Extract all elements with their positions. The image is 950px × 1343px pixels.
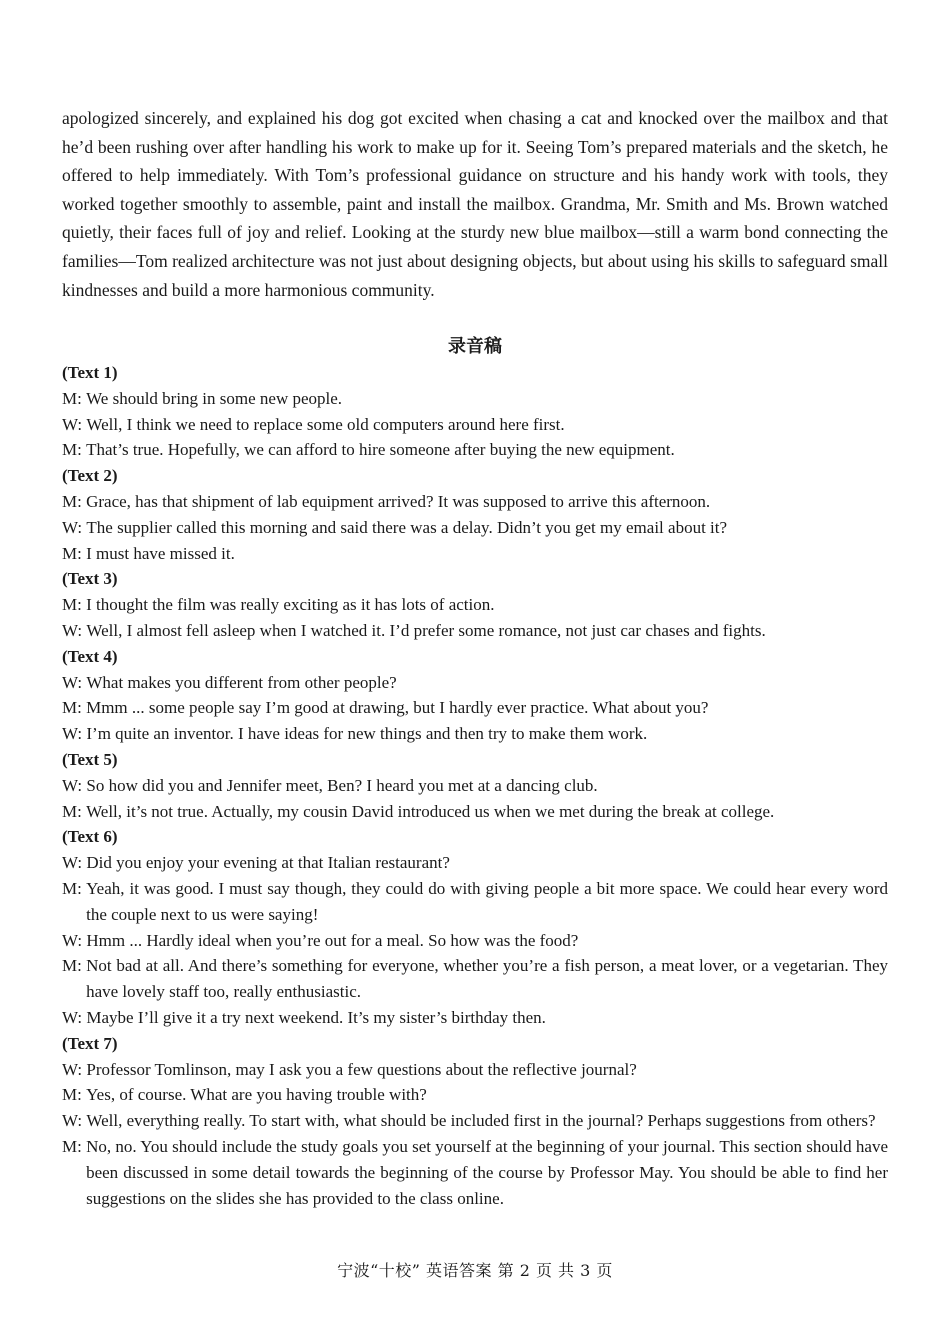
dialogue-line — [62, 489, 888, 515]
dialogue-line — [62, 850, 888, 876]
dialogue-line — [62, 721, 888, 747]
speaker-label: W: — [62, 1111, 83, 1131]
dialogue-line — [62, 541, 888, 567]
utterance-text: Maybe I’ll give it a try next weekend. It’s my sister’s birthday then. — [86, 1007, 546, 1027]
speaker-label: M: — [62, 801, 82, 821]
text-heading: (Text 7) — [62, 1033, 118, 1053]
dialogue-line — [62, 515, 888, 541]
speaker-label: W: — [62, 1059, 83, 1079]
dialogue-line — [62, 1108, 888, 1134]
text-heading: (Text 2) — [62, 466, 118, 486]
speaker-label: W: — [62, 724, 83, 744]
dialogue-line — [62, 1005, 888, 1031]
utterance-text: Did you enjoy your evening at that Italian restaurant? — [86, 853, 450, 873]
speaker-label: W: — [62, 414, 83, 434]
text-heading: (Text 1) — [62, 363, 118, 382]
speaker-label: M: — [62, 956, 82, 976]
dialogue-line — [62, 412, 888, 438]
utterance-text: Mmm ... some people say I’m good at drawing, but I hardly ever practice. What about you? — [86, 698, 709, 718]
speaker-label: M: — [62, 491, 82, 511]
utterance-text: Well, I almost fell asleep when I watched it. I’d prefer some romance, not just car chases and fights. — [86, 620, 766, 640]
dialogue-line — [62, 592, 888, 618]
speaker-label: W: — [62, 517, 83, 537]
transcript — [62, 360, 888, 1211]
utterance-text: We should bring in some new people. — [86, 388, 343, 408]
utterance-text: Grace, has that shipment of lab equipment arrived? It was supposed to arrive this afternoon. — [86, 491, 711, 511]
speaker-label: M: — [62, 440, 82, 460]
utterance-text: Professor Tomlinson, may I ask you a few questions about the reflective journal? — [86, 1059, 637, 1079]
utterance-text: So how did you and Jennifer meet, Ben? I heard you met at a dancing club. — [86, 775, 598, 795]
utterance-text: Well, everything really. To start with, what should be included first in the journal? Perhaps suggestions from others? — [86, 1111, 876, 1131]
speaker-label: M: — [62, 1085, 82, 1105]
dialogue-line — [62, 928, 888, 954]
text-heading: (Text 5) — [62, 749, 118, 769]
speaker-label: M: — [62, 1136, 82, 1156]
speaker-label: W: — [62, 853, 83, 873]
dialogue-line — [62, 386, 888, 412]
dialogue-line — [62, 1082, 888, 1108]
utterance-text: Not bad at all. And there’s something for everyone, whether you’re a fish person, a meat lover, or a vegetarian. They have lovely staff too, really enthusiastic. — [86, 956, 888, 1002]
speaker-label: M: — [62, 595, 82, 615]
text-heading: (Text 3) — [62, 569, 118, 589]
story-paragraph: apologized sincerely, and explained his dog got excited when chasing a cat and knocked over the mailbox and that he’d been rushing over after handling his work to make up for it. Seeing Tom’s prepared materials and the sketch, he offered to help immediately. With Tom’s professional guidance on structure and his handy work with tools, they worked together smoothly to assemble, paint and install the mailbox. Grandma, Mr. Smith and Ms. Brown watched quietly, their faces full of joy and relief. Looking at the sturdy new blue mailbox—still a warm bond connecting the families—Tom realized architecture was not just about designing objects, but about using his skills to safeguard small kindnesses and build a more harmonious community. — [62, 108, 888, 300]
utterance-text: I must have missed it. — [86, 543, 235, 563]
speaker-label: M: — [62, 543, 82, 563]
utterance-text: That’s true. Hopefully, we can afford to hire someone after buying the new equipment. — [86, 440, 675, 460]
utterance-text: Well, I think we need to replace some old computers around here first. — [86, 414, 565, 434]
dialogue-line — [62, 773, 888, 799]
utterance-text: The supplier called this morning and said there was a delay. Didn’t you get my email about it? — [86, 517, 728, 537]
dialogue-line — [62, 670, 888, 696]
utterance-text: Yeah, it was good. I must say though, they could do with giving people a bit more space. We could hear every word the couple next to us were saying! — [86, 878, 888, 924]
section-title: 录音稿 — [448, 336, 502, 357]
dialogue-line — [62, 876, 888, 928]
text-heading: (Text 6) — [62, 827, 118, 847]
speaker-label: W: — [62, 672, 83, 692]
speaker-label: M: — [62, 878, 82, 898]
text-heading: (Text 4) — [62, 646, 118, 666]
speaker-label: M: — [62, 388, 82, 408]
dialogue-line — [62, 695, 888, 721]
utterance-text: No, no. You should include the study goals you set yourself at the beginning of your journal. This section should have been discussed in some detail towards the beginning of the course by Professor May. You should be able to find her suggestions on the slides she has provided to the class online. — [86, 1136, 888, 1208]
dialogue-line — [62, 1134, 888, 1211]
speaker-label: W: — [62, 1007, 83, 1027]
dialogue-line — [62, 437, 888, 463]
dialogue-line — [62, 953, 888, 1005]
page-footer: 宁波“十校” 英语答案 第 2 页 共 3 页 — [337, 1261, 613, 1280]
dialogue-line — [62, 799, 888, 825]
utterance-text: I thought the film was really exciting as it has lots of action. — [86, 595, 495, 615]
speaker-label: W: — [62, 930, 83, 950]
utterance-text: Yes, of course. What are you having trouble with? — [86, 1085, 427, 1105]
speaker-label: M: — [62, 698, 82, 718]
utterance-text: Well, it’s not true. Actually, my cousin David introduced us when we met during the break at college. — [86, 801, 775, 821]
dialogue-line — [62, 1057, 888, 1083]
dialogue-line — [62, 618, 888, 644]
utterance-text: Hmm ... Hardly ideal when you’re out for a meal. So how was the food? — [86, 930, 579, 950]
speaker-label: W: — [62, 620, 83, 640]
speaker-label: W: — [62, 775, 83, 795]
utterance-text: What makes you different from other people? — [86, 672, 397, 692]
utterance-text: I’m quite an inventor. I have ideas for new things and then try to make them work. — [86, 724, 648, 744]
